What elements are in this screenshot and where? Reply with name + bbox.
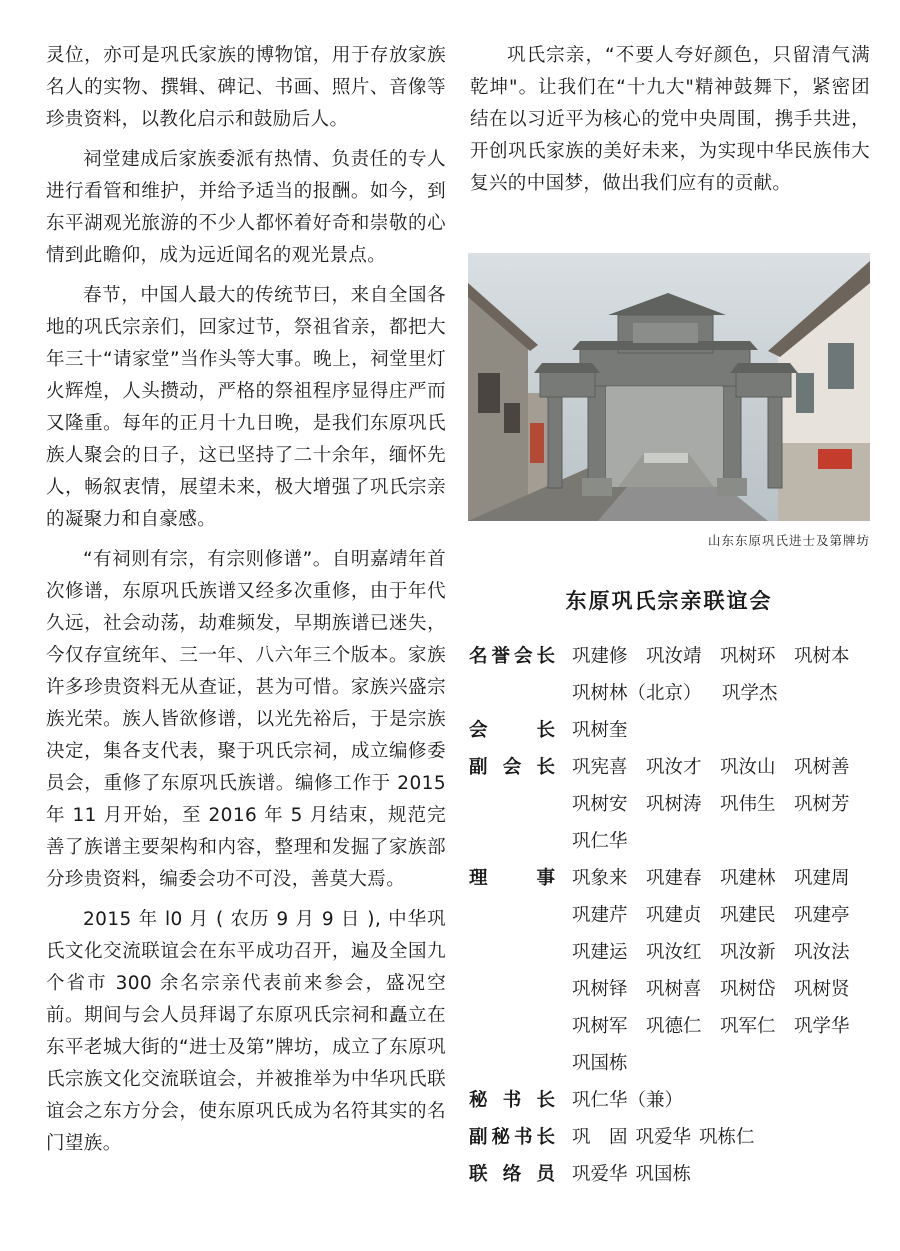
archway-illustration [468, 253, 870, 521]
association-title: 东原巩氏宗亲联谊会 [565, 588, 773, 613]
member-name: 巩建贞 [646, 905, 702, 926]
member-name: 巩树铎 [572, 979, 628, 1000]
member-name: 巩汝红 [646, 942, 702, 963]
member-name: 巩建运 [572, 942, 628, 963]
name-list [572, 1082, 879, 1119]
roster-row-deputy-secretary-general [469, 1119, 879, 1156]
member-name: 巩汝新 [720, 942, 776, 963]
role-label: 秘书长 [469, 1090, 555, 1111]
member-name: 巩建芹 [572, 905, 628, 926]
role-label: 名誉会长 [469, 646, 555, 667]
member-name: 巩建修 [572, 646, 628, 667]
member-name: 巩军仁 [720, 1016, 776, 1037]
name-list [572, 712, 879, 749]
member-name: 巩汝法 [794, 942, 850, 963]
role-label: 理事 [469, 868, 555, 889]
member-name: 巩树善 [794, 757, 850, 778]
roster-row-directors [469, 860, 879, 1082]
member-name: 巩树本 [794, 646, 850, 667]
member-name: 巩树军 [572, 1016, 628, 1037]
member-name: 巩汝才 [646, 757, 702, 778]
member-name: 巩栋仁 [699, 1127, 755, 1148]
role-label: 会长 [469, 720, 555, 741]
member-name: 巩树芳 [794, 794, 850, 815]
memorial-archway-photo [468, 253, 870, 521]
member-name: 巩树贤 [794, 979, 850, 1000]
member-name: 巩汝山 [720, 757, 776, 778]
member-name: 巩汝靖 [646, 646, 702, 667]
member-name: 巩德仁 [646, 1016, 702, 1037]
member-name: 巩伟生 [720, 794, 776, 815]
member-name: 巩树涛 [646, 794, 702, 815]
name-list [572, 1119, 879, 1156]
member-name: 巩学杰 [722, 683, 778, 704]
member-name: 巩建林 [720, 868, 776, 889]
name-list [572, 1156, 879, 1193]
member-name: 巩象来 [572, 868, 628, 889]
member-name: 巩仁华 [572, 831, 628, 852]
roster-row-vice-president [469, 749, 879, 860]
role-label: 联络员 [469, 1164, 555, 1185]
member-name: 巩建民 [720, 905, 776, 926]
name-list [572, 860, 879, 1082]
member-name: 巩树环 [720, 646, 776, 667]
member-name: 巩学华 [794, 1016, 850, 1037]
paragraph: 2015 年 l0 月 ( 农历 9 月 9 日 ), 中华巩氏文化交流联谊会在东平成功召开，遍及全国九个省市 300 余名宗亲代表前来参会，盛况空前。期间与会人员拜谒了东原巩氏宗祠和矗立在东平老城大街的“进士及第”牌坊，成立了东原巩氏宗族文化交流联谊会，并被推举为中华巩氏联谊会之东方分会，使东原巩氏成为名符其实的名门望族。 [46, 909, 446, 1154]
member-name: 巩宪喜 [572, 757, 628, 778]
member-name: 巩爱华 [635, 1127, 692, 1148]
right-column [470, 40, 870, 208]
paragraph: 祠堂建成后家族委派有热情、负责任的专人进行看管和维护，并给予适当的报酬。如今，到东平湖观光旅游的不少人都怀着好奇和崇敬的心情到此瞻仰，成为远近闻名的观光景点。 [46, 149, 446, 266]
member-name: 巩建春 [646, 868, 702, 889]
member-name: 巩树喜 [646, 979, 702, 1000]
member-roster [469, 638, 879, 1193]
roster-row-liaison [469, 1156, 879, 1193]
member-name: 巩建周 [794, 868, 850, 889]
name-list [572, 749, 879, 860]
roster-row-secretary-general [469, 1082, 879, 1119]
member-name: 巩树奎 [572, 720, 628, 741]
member-name: 巩建亭 [794, 905, 850, 926]
member-name: 巩国栋 [635, 1164, 692, 1185]
paragraph: 巩氏宗亲，“不要人夸好颜色，只留清气满乾坤"。让我们在“十九大"精神鼓舞下，紧密团结在以习近平为核心的党中央周围，携手共进，开创巩氏家族的美好未来，为实现中华民族伟大复兴的中国梦，做出我们应有的贡献。 [470, 45, 870, 194]
name-list [572, 638, 879, 712]
member-name: 巩树安 [572, 794, 628, 815]
paragraph: 春节，中国人最大的传统节曰，来自全国各地的巩氏宗亲们，回家过节，祭祖省亲，都把大年三十“请家堂”当作头等大事。晚上，祠堂里灯火辉煌，人头攒动，严格的祭祖程序显得庄严而又隆重。每年的正月十九日晚，是我们东原巩氏族人聚会的日子，这已坚持了二十余年，缅怀先人，畅叙衷情，展望未来，极大增强了巩氏宗亲的凝聚力和自豪感。 [46, 285, 446, 530]
role-label: 副会长 [469, 757, 555, 778]
member-name: 巩树岱 [720, 979, 776, 1000]
member-name: 巩爱华 [572, 1164, 628, 1185]
member-name: 巩仁华（兼） [572, 1090, 684, 1111]
member-name: 巩树林（北京） [572, 683, 702, 704]
paragraph: “有祠则有宗，有宗则修谱”。自明嘉靖年首次修谱，东原巩氏族谱又经多次重修，由于年代久远，社会动荡，劫难频发，早期族谱已迷失，今仅存宣统年、三一年、八六年三个版本。家族许多珍贵资料无从查证，甚为可惜。家族兴盛宗族光荣。族人皆欲修谱，以光先裕后，于是宗族决定，集各支代表，聚于巩氏宗祠，成立编修委员会，重修了东原巩氏族谱。编修工作于 2015 年 11 月开始，至 2016 年 5 月结束，规范完善了族谱主要架构和内容，整理和发掘了家族部分珍贵资料，编委会功不可没，善莫大焉。 [46, 549, 446, 890]
roster-row-president [469, 712, 879, 749]
photo-caption: 山东东原巩氏进士及第牌坊 [707, 533, 870, 548]
member-name: 巩 固 [572, 1127, 628, 1148]
member-name: 巩国栋 [572, 1053, 628, 1074]
left-column [46, 40, 446, 1168]
paragraph: 灵位，亦可是巩氏家族的博物馆，用于存放家族名人的实物、撰辑、碑记、书画、照片、音像等珍贵资料，以教化启示和鼓励后人。 [46, 45, 446, 130]
role-label: 副秘书长 [469, 1127, 555, 1148]
roster-row-honorary-president [469, 638, 879, 712]
